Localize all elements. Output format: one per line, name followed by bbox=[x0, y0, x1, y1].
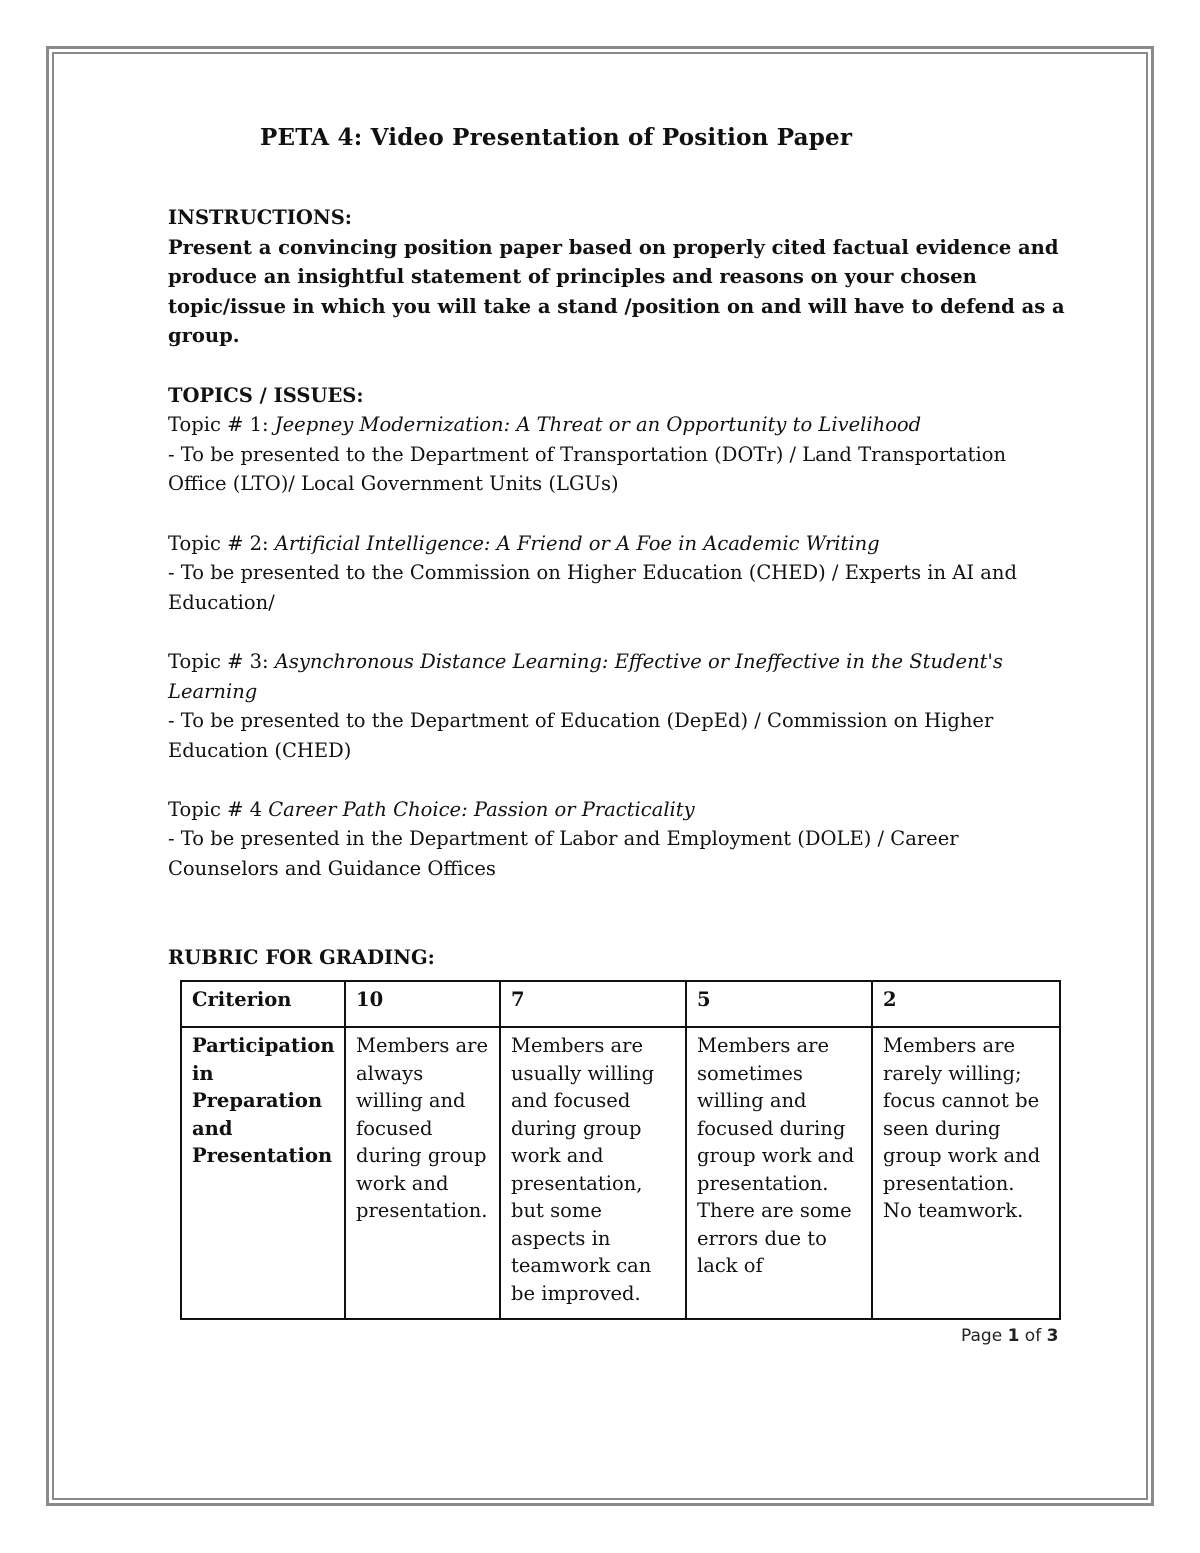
score-7-cell: Members are usually willing and focused during group work and presentation, but some aspects in teamwork can be improved. bbox=[500, 1027, 686, 1319]
page-number bbox=[961, 1326, 1058, 1346]
topic-label: Topic # 2: bbox=[168, 531, 275, 555]
document-title: PETA 4: Video Presentation of Position Paper bbox=[260, 124, 853, 151]
page-total: 3 bbox=[1046, 1326, 1059, 1346]
rubric-heading: RUBRIC FOR GRADING: bbox=[168, 945, 435, 969]
topic-title: Artificial Intelligence: A Friend or A Foe in Academic Writing bbox=[274, 531, 880, 555]
document-body bbox=[168, 203, 1068, 972]
table-header-row bbox=[181, 981, 1060, 1027]
topic-4 bbox=[168, 795, 1068, 825]
topic-label: Topic # 3: bbox=[168, 649, 275, 673]
topic-audience: - To be presented to the Commission on Higher Education (CHED) / Experts in AI and Education/ bbox=[168, 561, 1017, 614]
instructions-text: Present a convincing position paper based on properly cited factual evidence and produce an insightful statement of principles and reasons on your chosen topic/issue in which you will take a stand /position on and will have to defend as a group. bbox=[168, 235, 1065, 348]
header-criterion: Criterion bbox=[181, 981, 345, 1027]
instructions-heading: INSTRUCTIONS: bbox=[168, 206, 352, 229]
topic-audience: - To be presented in the Department of Labor and Employment (DOLE) / Career Counselors and Guidance Offices bbox=[168, 827, 959, 881]
topic-audience: - To be presented to the Department of Transportation (DOTr) / Land Transportation Office (LTO)/ Local Government Units (LGUs) bbox=[168, 442, 1007, 496]
topics-heading: TOPICS / ISSUES: bbox=[168, 383, 364, 407]
score-10-cell: Members are always willing and focused during group work and presentation. bbox=[345, 1027, 500, 1319]
topic-title: Asynchronous Distance Learning: Effective or Ineffective in the Student's Learning bbox=[168, 649, 1003, 703]
header-score-7: 7 bbox=[500, 981, 686, 1027]
page-prefix: Page bbox=[961, 1326, 1008, 1346]
topic-2 bbox=[168, 529, 1068, 559]
topic-1 bbox=[168, 410, 1068, 440]
header-score-2: 2 bbox=[872, 981, 1060, 1027]
criterion-cell: Participation in Preparation and Presentation bbox=[181, 1027, 345, 1319]
topic-3 bbox=[168, 647, 1068, 706]
header-score-5: 5 bbox=[686, 981, 872, 1027]
topic-label: Topic # 4 bbox=[168, 797, 269, 821]
table-row bbox=[181, 1027, 1060, 1319]
score-5-cell: Members are sometimes willing and focused during group work and presentation. There are some errors due to lack of bbox=[686, 1027, 872, 1319]
topic-label: Topic # 1: bbox=[168, 413, 275, 437]
topic-title: Career Path Choice: Passion or Practicality bbox=[268, 797, 695, 821]
rubric-table bbox=[180, 980, 1061, 1320]
page-of: of bbox=[1019, 1326, 1047, 1346]
topic-title: Jeepney Modernization: A Threat or an Opportunity to Livelihood bbox=[274, 413, 922, 437]
topic-audience: - To be presented to the Department of Education (DepEd) / Commission on Higher Education (CHED) bbox=[168, 709, 994, 762]
header-score-10: 10 bbox=[345, 981, 500, 1027]
score-2-cell: Members are rarely willing; focus cannot be seen during group work and presentation. No teamwork. bbox=[872, 1027, 1060, 1319]
page-current: 1 bbox=[1007, 1326, 1020, 1346]
